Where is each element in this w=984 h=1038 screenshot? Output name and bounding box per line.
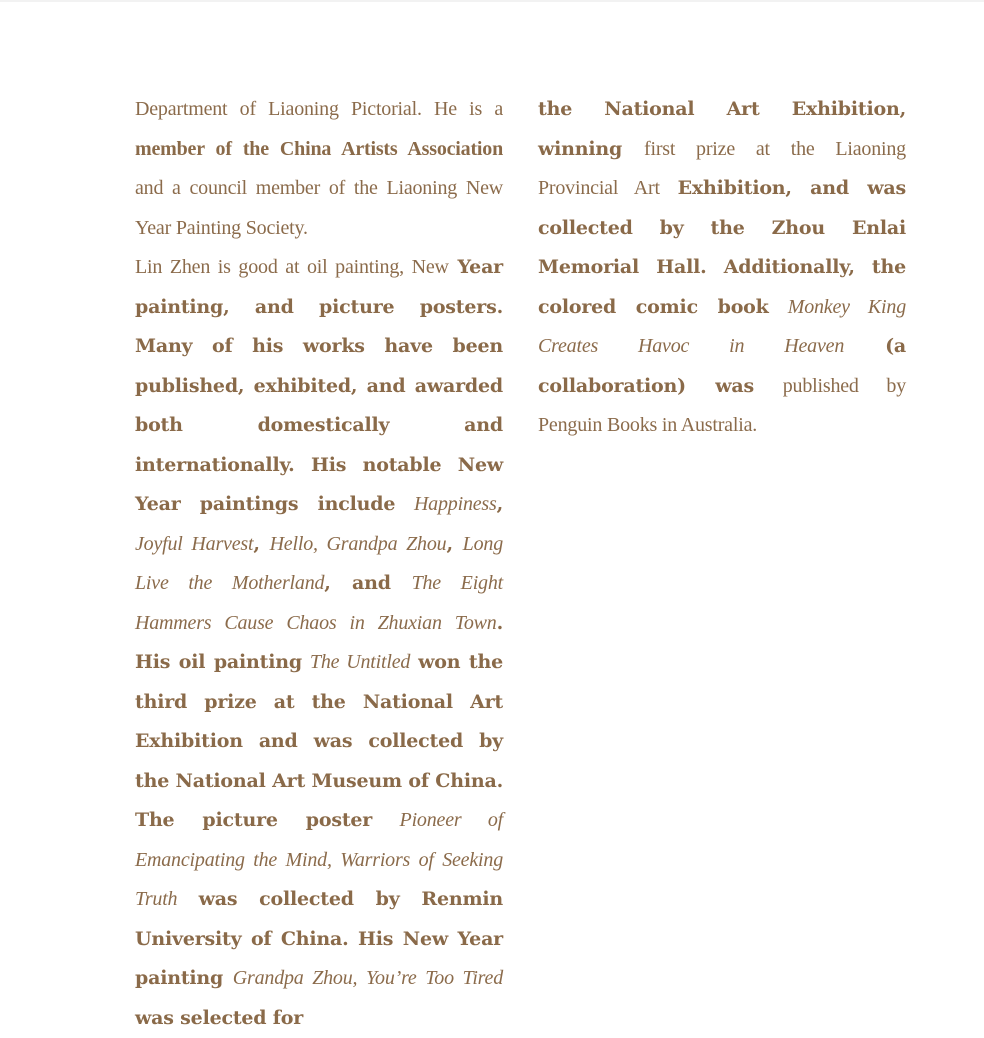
text-span: published by Penguin Books in Australia. bbox=[538, 374, 907, 436]
work-title: Hello, Grandpa Zhou bbox=[269, 532, 447, 555]
text-span: , and bbox=[324, 572, 391, 594]
text-span: (a collaboration) was bbox=[538, 335, 907, 397]
paragraph-2 bbox=[135, 248, 503, 1038]
text-span: Lin Zhen is good at oil painting, New bbox=[135, 256, 449, 278]
work-title: The Untitled bbox=[309, 651, 411, 673]
work-title: The Eight Hammers Cause Chaos in Zhuxian Town bbox=[135, 572, 504, 634]
text-span: won the third prize at the National Art Exhibition and was collected by the National Art Museum of China. The picture poster bbox=[135, 651, 503, 831]
paragraph-1 bbox=[135, 90, 503, 248]
paragraph-3 bbox=[538, 90, 906, 446]
text-span: Year painting, and picture posters. Many of his works have been published, exhibited, and awarded both domestically and internationally. His notable New Year paintings include bbox=[135, 256, 503, 515]
text-span: . His oil painting bbox=[135, 611, 503, 673]
right-column bbox=[538, 90, 906, 446]
text-span: , bbox=[496, 493, 504, 515]
text-span: was selected for bbox=[135, 1006, 304, 1029]
text-span: , bbox=[253, 532, 260, 555]
text-span: member of the China Artists Association bbox=[135, 137, 503, 160]
text-span: Department of Liaoning Pictorial. He is a bbox=[135, 98, 503, 120]
work-title: Monkey King Creates Havoc in Heaven bbox=[538, 295, 906, 357]
work-title: Happiness bbox=[413, 493, 497, 515]
text-span: the National Art Exhibition, winning bbox=[538, 98, 906, 160]
text-span: was collected by Renmin University of China. His New Year painting bbox=[135, 888, 504, 989]
text-span: , bbox=[446, 532, 453, 555]
left-column bbox=[135, 90, 503, 1038]
text-span: and a council member of the Liaoning New Year Painting Society. bbox=[135, 177, 503, 239]
work-title: Long Live the Motherland bbox=[135, 532, 503, 594]
work-title: Joyful Harvest bbox=[135, 532, 254, 555]
text-span: Exhibition, and was collected by the Zhou Enlai Memorial Hall. Additionally, the colored comic book bbox=[538, 177, 907, 318]
work-title: Grandpa Zhou, You’re Too Tired bbox=[232, 967, 504, 989]
text-span: first prize at the Liaoning Provincial Art bbox=[538, 137, 906, 199]
work-title: Pioneer of Emancipating the Mind, Warriors of Seeking Truth bbox=[135, 809, 503, 910]
